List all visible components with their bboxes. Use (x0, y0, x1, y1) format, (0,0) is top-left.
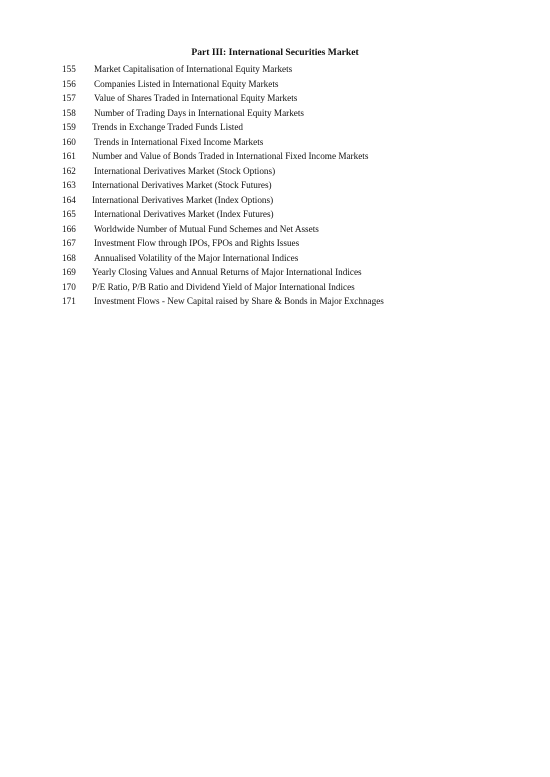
toc-title: International Derivatives Market (Index Options) (92, 194, 274, 205)
toc-title: International Derivatives Market (Stock Options) (94, 165, 276, 176)
toc-title: Number and Value of Bonds Traded in International Fixed Income Markets (92, 151, 369, 161)
table-of-contents (62, 64, 532, 311)
toc-title: Investment Flows - New Capital raised by Share & Bonds in Major Exchnages (94, 296, 384, 306)
toc-number: 158 (62, 107, 76, 118)
toc-number: 163 (62, 180, 76, 190)
toc-title: Market Capitalisation of International Equity Markets (94, 64, 293, 74)
toc-title: Trends in International Fixed Income Markets (94, 136, 264, 147)
toc-number: 167 (62, 238, 76, 248)
toc-row (62, 64, 532, 79)
toc-number: 171 (62, 296, 76, 306)
toc-number: 168 (62, 252, 76, 263)
toc-row (62, 151, 532, 166)
toc-title: International Derivatives Market (Index Futures) (94, 209, 274, 219)
toc-title: P/E Ratio, P/B Ratio and Dividend Yield of Major International Indices (92, 281, 355, 292)
toc-number: 157 (62, 93, 76, 103)
toc-title: Investment Flow through IPOs, FPOs and Rights Issues (94, 238, 300, 248)
toc-number: 161 (62, 151, 76, 161)
toc-row (62, 195, 532, 210)
toc-row (62, 253, 532, 268)
toc-title: Yearly Closing Values and Annual Returns of Major International Indices (92, 267, 362, 277)
toc-title: Worldwide Number of Mutual Fund Schemes and Net Assets (94, 223, 319, 234)
toc-row (62, 137, 532, 152)
toc-row (62, 296, 532, 311)
toc-row (62, 238, 532, 253)
toc-row (62, 180, 532, 195)
toc-title: Trends in Exchange Traded Funds Listed (92, 122, 243, 132)
toc-number: 164 (62, 194, 76, 205)
toc-number: 170 (62, 281, 76, 292)
toc-number: 166 (62, 223, 76, 234)
toc-number: 160 (62, 136, 76, 147)
toc-row (62, 108, 532, 123)
toc-number: 169 (62, 267, 76, 277)
toc-title: Number of Trading Days in International Equity Markets (94, 107, 305, 118)
toc-row (62, 93, 532, 108)
toc-row (62, 166, 532, 181)
toc-title: Value of Shares Traded in International Equity Markets (94, 93, 298, 103)
toc-title: International Derivatives Market (Stock Futures) (92, 180, 272, 190)
section-heading: Part III: International Securities Market (191, 47, 359, 58)
toc-row (62, 122, 532, 137)
toc-row (62, 79, 532, 94)
toc-number: 165 (62, 209, 76, 219)
toc-row (62, 209, 532, 224)
toc-number: 159 (62, 122, 76, 132)
toc-number: 162 (62, 165, 76, 176)
toc-number: 155 (62, 64, 76, 74)
toc-row (62, 282, 532, 297)
toc-row (62, 267, 532, 282)
toc-title: Companies Listed in International Equity Markets (94, 78, 279, 89)
toc-number: 156 (62, 78, 76, 89)
toc-title: Annualised Volatility of the Major International Indices (94, 252, 299, 263)
toc-row (62, 224, 532, 239)
